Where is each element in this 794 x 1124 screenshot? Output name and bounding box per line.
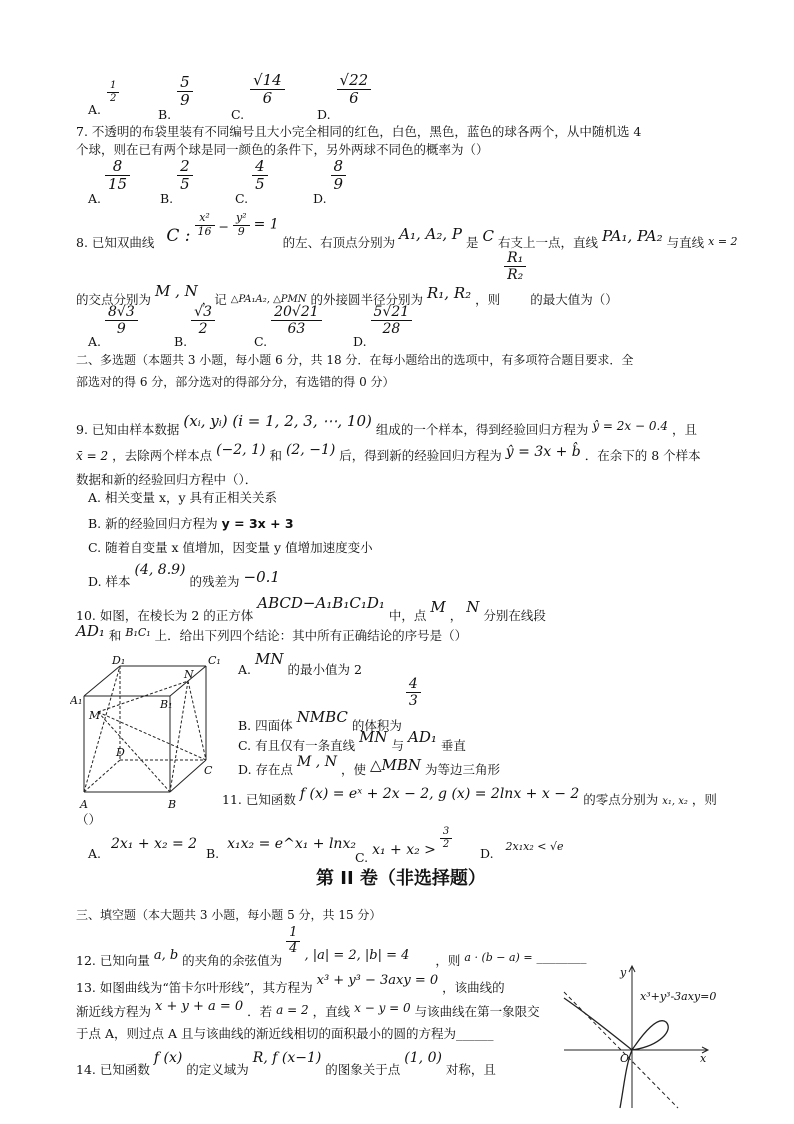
label-b: B [168,798,177,811]
q10-cube-figure [70,652,230,812]
q8-line2: 的交点分别为 M , N ，记 $_{\triangle PA_1A_2, \triangle PMN}$ 的外接圆半径分别为 R₁, R₂ ，则 $\frac{\text{R₁}}{\text{R₂}}$ 的最大值为（） [76,250,618,308]
q9-line2: x̄ = 2 ，去除两个样本点 (−2, 1) 和 (2, −1) 后，得到新的经验回归方程为 ŷ = 3x + b̂ ．在余下的 8 个样本 [76,442,701,463]
q13-line1: 13. 如图曲线为“笛卡尔叶形线”，其方程为 x³ + y³ − 3axy = 0 ，该曲线的 [76,973,505,995]
graph-y-label: y [620,966,627,979]
q13-line2: 渐近线方程为 x + y + a = 0 ．若 a = 2 ，直线 x − y = 0 与该曲线在第一象限交 [76,999,540,1019]
q9-line3: 数据和新的经验回归方程中（）． [76,472,258,487]
q10-option-d: D. 存在点 M , N ，使 △MBN 为等边三角形 [238,754,500,777]
q7-option-c: C. $\frac{4}{5}$ [235,158,268,194]
q6-option-d: D. $\frac{√22}{6}$ [317,72,371,108]
q10-option-a: A. MN 的最小值为 2 [238,650,362,677]
part2-title: 第 II 卷（非选择题） [316,868,486,889]
q11-line1: 11. 已知函数 f (x) = eˣ + 2x − 2, g (x) = 2lnx + x − 2 的零点分别为 $_{x_1, x_2}$ ，则 [222,786,717,807]
q10-line1: 10. 如图，在棱长为 2 的正方体 ABCD−A₁B₁C₁D₁ 中，点 M ， N 分别在线段 [76,594,546,623]
q9-option-b: B. 新的经验回归方程为 y = 3x + 3 [88,516,294,531]
q11-option-b: B. x₁x₂ = e^x₁ + lnx₂ [206,836,356,861]
q6-option-a: A. $\frac{1}{2}$ [88,80,119,104]
q6-option-c: C. $\frac{√14}{6}$ [231,72,285,108]
q12-line: 12. 已知向量 a, b 的夹角的余弦值为 $\frac{1}{4}$ , |a| = 2, |b| = 4 ，则 a · (b − a) = ________ [76,925,587,968]
q11-option-d: D. 2x₁x₂ < √e [480,840,564,861]
q10-option-b: B. 四面体 NMBC 的体积为 $\frac{4}{3}$ [238,676,421,709]
section2-line1: 二、多选题（本题共 3 小题，每小题 6 分，共 18 分．在每小题给出的选项中，有多项符合题目要求．全 [76,353,634,367]
label-m: M [89,709,101,722]
q7-option-b: B. $\frac{2}{5}$ [160,158,193,194]
q7-line2: 个球，则在已有两个球是同一颜色的条件下，另外两球不同色的概率为（） [76,142,489,157]
label-a: A [80,798,88,811]
q7-option-a: A. $\frac{8}{15}$ [88,158,130,194]
q8-option-b: B. $\frac{√3}{2}$ [174,304,215,337]
q8-option-c: C. $\frac{20√21}{63}$ [254,304,322,337]
q13-folium-graph [560,962,724,1112]
q9-option-c: C. 随着自变量 x 值增加，因变量 y 值增加速度变小 [88,540,373,555]
q6-a-num: 1 [107,80,119,93]
q9-option-a: A. 相关变量 x，y 具有正相关关系 [88,490,278,505]
label-c1: C₁ [208,654,221,667]
cube-edge-bc [170,760,206,792]
q13-line3: 于点 A，则过点 A 且与该曲线的渐近线相切的面积最小的圆的方程为______ [76,1026,494,1041]
q8-option-a: A. $\frac{8√3}{9}$ [88,304,138,337]
folium-curve [564,998,668,1108]
q7-line1: 7. 不透明的布袋里装有不同编号且大小完全相同的红色，白色，黑色，蓝色的球各两个，从中随机选 4 [76,124,642,139]
q11-option-a: A. 2x₁ + x₂ = 2 [88,836,198,861]
q12-answer-blank[interactable]: ________ [536,948,587,964]
label-d1: D₁ [112,654,126,667]
segment-ad1 [84,666,120,792]
q10-option-c: C. 有且仅有一条直线 MN 与 AD₁ 垂直 [238,728,466,753]
label-n: N [184,668,194,681]
q9-line1: 9. 已知由样本数据 (xᵢ, yᵢ) (i = 1, 2, 3, ⋯, 10) 组成的一个样本，得到经验回归方程为 ŷ = 2x − 0.4 ，且 [76,412,697,437]
cube-edge-a1d1 [84,666,120,696]
q10-line2: AD₁ 和 B₁C₁ 上．给出下列四个结论：其中所有正确结论的序号是（） [76,622,468,643]
q9-option-d: D. 样本 (4, 8.9) 的残差为 −0.1 [88,562,280,589]
label-c: C [204,764,213,777]
q11-option-c: C. x₁ + x₂ > $\frac{3}{2}$ [355,826,452,850]
label-d: D [116,746,125,759]
q8-option-d: D. $\frac{5√21}{28}$ [353,304,412,337]
label-a1: A₁ [70,694,83,707]
graph-equation: x³+y³-3axy=0 [640,990,717,1003]
label-b1: B₁ [160,698,173,711]
q6-option-b: B. $\frac{5}{9}$ [158,74,193,110]
q11-paren: （） [76,812,102,827]
q14-line: 14. 已知函数 f (x) 的定义域为 R, f (x−1) 的图象关于点 (1, 0) 对称，且 [76,1050,496,1077]
segment-nb [170,681,188,792]
section3-heading: 三、填空题（本大题共 3 小题，每小题 5 分，共 15 分） [76,908,382,922]
q7-option-d: D. $\frac{8}{9}$ [313,158,346,194]
segment-mc [98,712,206,760]
cube-edge-ad [84,760,120,792]
segment-mb [98,712,170,792]
q8-line1: 8. 已知双曲线 C : $\frac{\text{x²}}{16}$ − $\frac{\text{y²}}{9}$ = 1 的左、右顶点分别为 A₁, A₂, P 是 C 右支上一点，直线 PA₁, PA₂ 与直线 x = 2 [76,211,738,250]
q6-a-den: 2 [110,92,117,104]
graph-origin-label: O [620,1052,630,1065]
section2-line2: 部选对的得 6 分，部分选对的得部分分，有选错的得 0 分） [76,375,395,389]
segment-nc [188,681,206,760]
graph-x-label: x [700,1052,707,1065]
